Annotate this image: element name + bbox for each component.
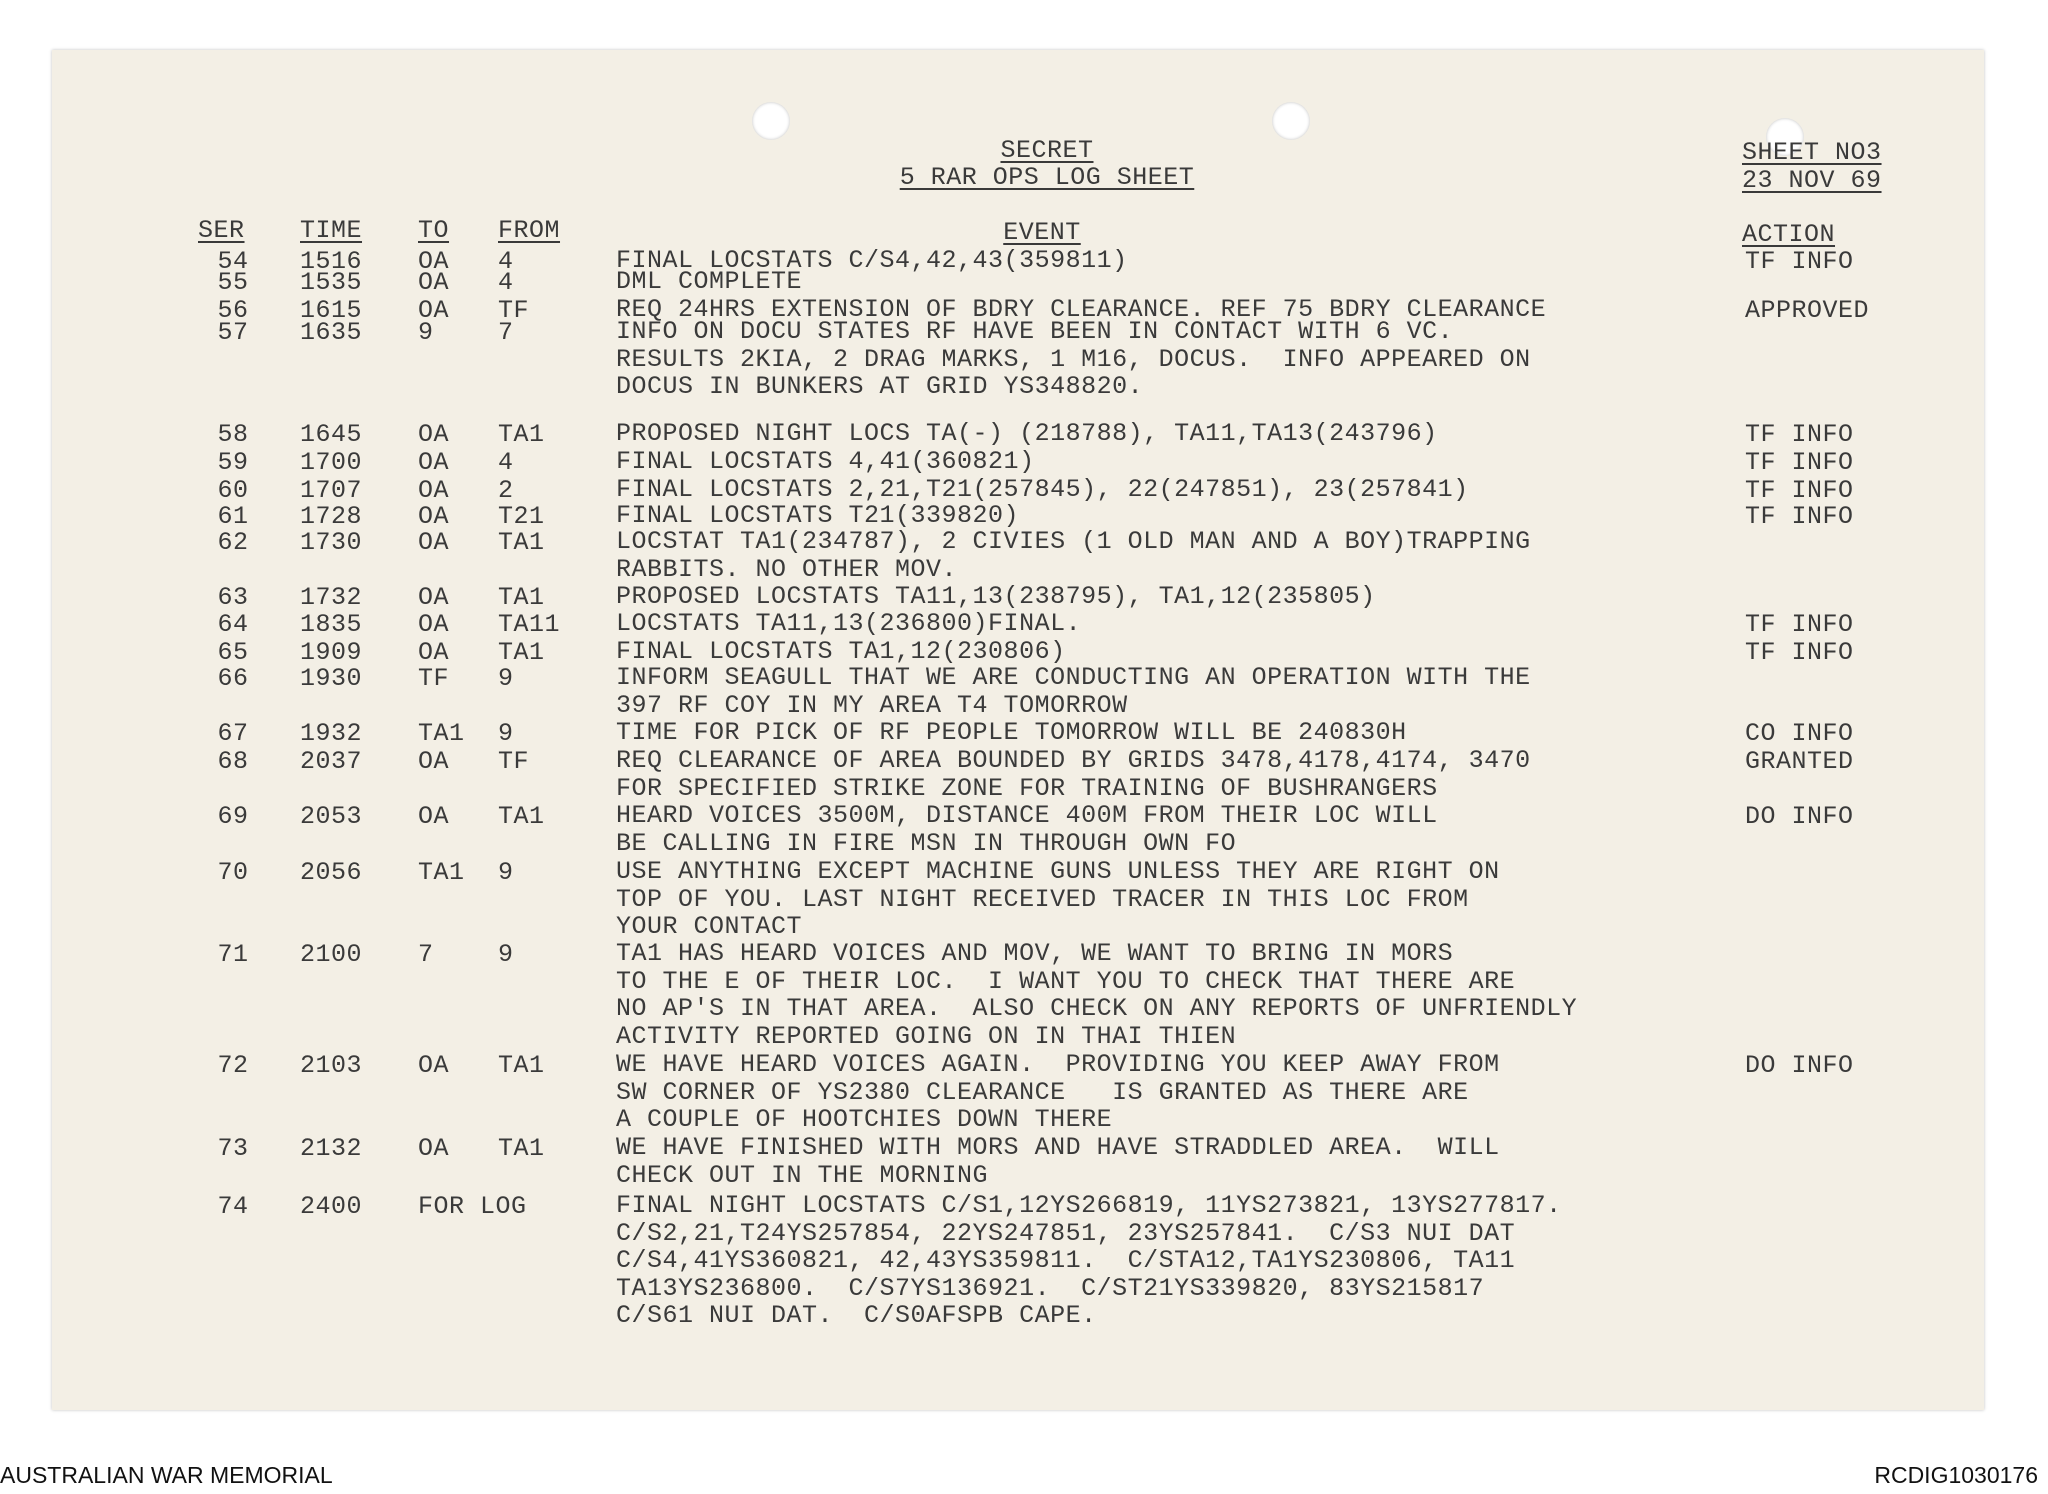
entry-time: 1707 [300, 476, 363, 505]
entry-event: PROPOSED NIGHT LOCS TA(-) (218788), TA11,TA13(243796) [616, 419, 1438, 448]
entry-event: REQ CLEARANCE OF AREA BOUNDED BY GRIDS 3478,4178,4174, 3470 FOR SPECIFIED STRIKE ZONE FOR TRAINING OF BUSHRANGERS [616, 746, 1531, 803]
entry-from: TA1 [498, 420, 545, 449]
entry-event: REQ 24HRS EXTENSION OF BDRY CLEARANCE. REF 75 BDRY CLEARANCE [616, 295, 1547, 324]
entry-ser: 71 [217, 940, 249, 969]
sheet-date: 23 NOV 69 [1742, 166, 1882, 195]
entry-from: 4 [498, 268, 514, 297]
entry-event: INFO ON DOCU STATES RF HAVE BEEN IN CONTACT WITH 6 VC. RESULTS 2KIA, 2 DRAG MARKS, 1 M16, DOCUS. INFO APPEARED ON DOCUS IN BUNKERS AT GRID YS348820. [616, 317, 1531, 401]
entry-time: 2037 [300, 747, 363, 776]
entry-time: 1835 [300, 610, 363, 639]
entry-time: 2400 [300, 1192, 363, 1221]
entry-ser: 65 [217, 638, 249, 667]
entry-event: FINAL LOCSTATS TA1,12(230806) [616, 637, 1066, 666]
entry-event: DML COMPLETE [616, 267, 803, 296]
column-header-time: TIME [300, 216, 363, 245]
entry-time: 1732 [300, 583, 363, 612]
entry-event: FINAL NIGHT LOCSTATS C/S1,12YS266819, 11YS273821, 13YS277817. C/S2,21,T24YS257854, 22YS247851, 23YS257841. C/S3 NUI DAT C/S4,41YS360821, 42,43YS359811. C/STA12,TA1YS230806, TA11 TA13YS236800. C/S7YS136921. C/ST21YS339820, 83YS215817 C/S61 NUI DAT. C/S0AFSPB CAPE. [616, 1191, 1562, 1330]
entry-to: OA [418, 247, 450, 276]
entry-ser: 73 [217, 1134, 249, 1163]
entry-time: 1728 [300, 502, 363, 531]
entry-to: OA [418, 476, 450, 505]
entry-from: TA1 [498, 583, 545, 612]
entry-to: FOR LOG [418, 1192, 527, 1221]
entry-from: 9 [498, 940, 514, 969]
entry-to: OA [418, 420, 450, 449]
footer-record-id: RCDIG1030176 [1874, 1462, 2038, 1488]
entry-from: 2 [498, 476, 514, 505]
entry-action: DO INFO [1745, 1051, 1854, 1080]
entry-action: GRANTED [1745, 747, 1854, 776]
entry-from: TF [498, 747, 530, 776]
entry-ser: 68 [217, 747, 249, 776]
entry-ser: 62 [217, 528, 249, 557]
classification: SECRET [1000, 136, 1094, 165]
entry-time: 2056 [300, 858, 363, 887]
document-page [52, 50, 1984, 1410]
column-header-to: TO [418, 216, 450, 245]
entry-to: OA [418, 1051, 450, 1080]
entry-to: OA [418, 528, 450, 557]
entry-time: 2053 [300, 802, 363, 831]
entry-action: TF INFO [1745, 420, 1854, 449]
entry-action: DO INFO [1745, 802, 1854, 831]
entry-event: PROPOSED LOCSTATS TA11,13(238795), TA1,12(235805) [616, 582, 1376, 611]
entry-to: OA [418, 610, 450, 639]
entry-time: 1932 [300, 719, 363, 748]
entry-to: OA [418, 502, 450, 531]
entry-event: HEARD VOICES 3500M, DISTANCE 400M FROM THEIR LOC WILL BE CALLING IN FIRE MSN IN THROUGH OWN FO [616, 801, 1438, 858]
entry-from: TA1 [498, 1051, 545, 1080]
entry-event: FINAL LOCSTATS T21(339820) [616, 501, 1020, 530]
sheet-title: 5 RAR OPS LOG SHEET [899, 163, 1195, 192]
entry-action: TF INFO [1745, 638, 1854, 667]
entry-time: 1645 [300, 420, 363, 449]
entry-time: 2132 [300, 1134, 363, 1163]
entry-from: 4 [498, 247, 514, 276]
entry-event: WE HAVE HEARD VOICES AGAIN. PROVIDING YOU KEEP AWAY FROM SW CORNER OF YS2380 CLEARANCE IS GRANTED AS THERE ARE A COUPLE OF HOOTCHIES DOWN THERE [616, 1050, 1500, 1134]
entry-from: TA1 [498, 528, 545, 557]
entry-ser: 66 [217, 664, 249, 693]
punch-hole-left [752, 102, 790, 140]
entry-ser: 67 [217, 719, 249, 748]
entry-event: TIME FOR PICK OF RF PEOPLE TOMORROW WILL BE 240830H [616, 718, 1407, 747]
entry-ser: 63 [217, 583, 249, 612]
entry-to: 7 [418, 940, 434, 969]
entry-ser: 64 [217, 610, 249, 639]
entry-ser: 74 [217, 1192, 249, 1221]
entry-time: 1930 [300, 664, 363, 693]
column-header-action: ACTION [1742, 220, 1836, 249]
entry-event: INFORM SEAGULL THAT WE ARE CONDUCTING AN OPERATION WITH THE 397 RF COY IN MY AREA T4 TOMORROW [616, 663, 1531, 720]
entry-event: LOCSTATS TA11,13(236800)FINAL. [616, 609, 1082, 638]
entry-ser: 57 [217, 318, 249, 347]
entry-ser: 61 [217, 502, 249, 531]
entry-time: 2103 [300, 1051, 363, 1080]
entry-ser: 60 [217, 476, 249, 505]
entry-from: TA1 [498, 1134, 545, 1163]
entry-action: CO INFO [1745, 719, 1854, 748]
entry-to: OA [418, 747, 450, 776]
entry-to: OA [418, 583, 450, 612]
entry-time: 1516 [300, 247, 363, 276]
entry-time: 1635 [300, 318, 363, 347]
entry-to: OA [418, 296, 450, 325]
entry-ser: 69 [217, 802, 249, 831]
entry-ser: 70 [217, 858, 249, 887]
entry-time: 1730 [300, 528, 363, 557]
entry-from: TA11 [498, 610, 561, 639]
footer-institution: AUSTRALIAN WAR MEMORIAL [0, 1462, 333, 1488]
entry-from: TA1 [498, 638, 545, 667]
entry-action: TF INFO [1745, 610, 1854, 639]
entry-action: TF INFO [1745, 448, 1854, 477]
entry-to: TA1 [418, 858, 465, 887]
entry-ser: 55 [217, 268, 249, 297]
entry-ser: 54 [217, 247, 249, 276]
entry-event: FINAL LOCSTATS 4,41(360821) [616, 447, 1035, 476]
entry-time: 1909 [300, 638, 363, 667]
entry-time: 1615 [300, 296, 363, 325]
entry-to: OA [418, 448, 450, 477]
entry-ser: 56 [217, 296, 249, 325]
entry-time: 1700 [300, 448, 363, 477]
entry-from: 7 [498, 318, 514, 347]
entry-ser: 72 [217, 1051, 249, 1080]
entry-event: TA1 HAS HEARD VOICES AND MOV, WE WANT TO BRING IN MORS TO THE E OF THEIR LOC. I WANT YOU TO CHECK THAT THERE ARE NO AP'S IN THAT AREA. ALSO CHECK ON ANY REPORTS OF UNFRIENDLY ACTIVITY REPORTED GOING ON IN THAI THIEN [616, 939, 1578, 1051]
entry-to: OA [418, 802, 450, 831]
entry-from: TA1 [498, 802, 545, 831]
entry-to: OA [418, 638, 450, 667]
entry-ser: 58 [217, 420, 249, 449]
entry-from: 9 [498, 664, 514, 693]
column-header-event: EVENT [1003, 218, 1081, 247]
entry-action: APPROVED [1745, 296, 1870, 325]
entry-time: 1535 [300, 268, 363, 297]
entry-from: TF [498, 296, 530, 325]
entry-to: OA [418, 1134, 450, 1163]
sheet-number: SHEET NO3 [1742, 138, 1882, 167]
column-header-from: FROM [498, 216, 561, 245]
entry-to: TA1 [418, 719, 465, 748]
entry-event: FINAL LOCSTATS C/S4,42,43(359811) [616, 246, 1128, 275]
entry-to: TF [418, 664, 450, 693]
entry-to: OA [418, 268, 450, 297]
entry-from: 4 [498, 448, 514, 477]
entry-event: WE HAVE FINISHED WITH MORS AND HAVE STRADDLED AREA. WILL CHECK OUT IN THE MORNING [616, 1133, 1500, 1190]
entry-event: USE ANYTHING EXCEPT MACHINE GUNS UNLESS THEY ARE RIGHT ON TOP OF YOU. LAST NIGHT RECEIVED TRACER IN THIS LOC FROM YOUR CONTACT [616, 857, 1500, 941]
entry-action: TF INFO [1745, 247, 1854, 276]
column-header-ser: SER [198, 216, 245, 245]
entry-time: 2100 [300, 940, 363, 969]
entry-action: TF INFO [1745, 502, 1854, 531]
entry-from: 9 [498, 858, 514, 887]
entry-action: TF INFO [1745, 476, 1854, 505]
entry-event: LOCSTAT TA1(234787), 2 CIVIES (1 OLD MAN AND A BOY)TRAPPING RABBITS. NO OTHER MOV. [616, 527, 1531, 584]
entry-from: 9 [498, 719, 514, 748]
entry-from: T21 [498, 502, 545, 531]
entry-to: 9 [418, 318, 434, 347]
entry-ser: 59 [217, 448, 249, 477]
entry-event: FINAL LOCSTATS 2,21,T21(257845), 22(247851), 23(257841) [616, 475, 1469, 504]
punch-hole-center [1272, 102, 1310, 140]
